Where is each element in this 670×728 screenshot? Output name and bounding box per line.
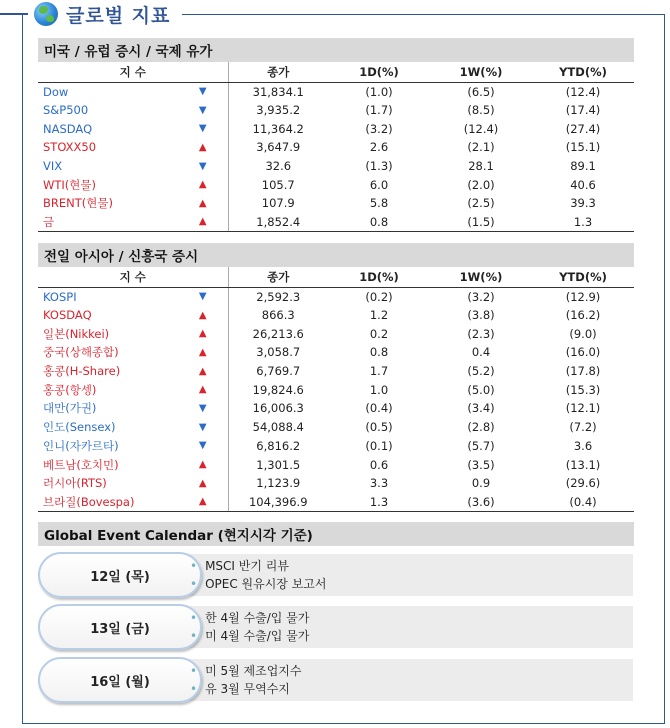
change-1d: 5.8 [369,196,389,211]
close-value: 1,852.4 [228,213,328,232]
change-ytd: (7.2) [569,420,597,435]
col-index: 지 수 [38,62,228,82]
table-row [38,380,634,399]
index-name: VIX [43,159,63,174]
close-value: 1,301.5 [228,455,328,474]
change-1w: (12.4) [463,121,499,136]
up-arrow-icon: ▲ [198,141,207,153]
close-value: 54,088.4 [228,418,328,437]
change-1d: 1.3 [328,493,430,512]
change-1d: (1.3) [365,159,393,174]
close-value: 31,834.1 [228,82,328,101]
close-value: 16,006.3 [228,399,328,418]
down-arrow-icon: ▼ [198,421,207,433]
close-value: 2,592.3 [228,287,328,306]
table-row [38,474,634,493]
close-value: 107.9 [228,194,328,213]
event-list [190,557,327,593]
table-row [38,343,634,362]
table-row [38,493,634,512]
change-ytd: (29.6) [565,476,601,491]
change-1w: (2.8) [467,420,495,435]
change-1d: 3.3 [369,476,389,491]
up-arrow-icon: ▲ [178,213,228,232]
event-item: • 미 4월 수출/입 물가 [190,629,310,643]
calendar-day [38,657,634,703]
calendar-day [38,552,634,598]
col-close: 종가 [228,62,328,82]
change-ytd: (0.4) [532,493,634,512]
change-1d: 6.0 [369,177,389,192]
section-heading-us-europe: 미국 / 유럽 증시 / 국제 유가 [38,38,634,62]
change-ytd: 39.3 [570,196,596,211]
table-row [38,399,634,418]
table-row [38,138,634,157]
change-1d: 1.7 [369,364,389,379]
table-row [38,101,634,120]
event-item: • 유 3월 무역수지 [190,682,290,696]
table-row [38,324,634,343]
change-1d: 1.2 [369,308,389,323]
change-1d: (3.2) [365,121,393,136]
table-row [38,418,634,437]
us-europe-table [38,62,634,232]
change-1w: (3.6) [430,493,532,512]
down-arrow-icon: ▼ [198,291,207,303]
change-1d: 1.0 [369,382,389,397]
change-ytd: (27.4) [565,121,601,136]
index-name: 인도(Sensex) [43,420,116,435]
up-arrow-icon: ▲ [198,179,207,191]
event-item: • OPEC 원유시장 보고서 [190,577,327,591]
col-1w: 1W(%) [430,267,532,287]
index-name: KOSDAQ [43,308,92,323]
index-name: STOXX50 [43,140,97,155]
index-name: 홍콩(H-Share) [43,364,121,379]
table-row [38,194,634,213]
change-ytd: (17.4) [565,103,601,118]
change-1d: (0.2) [365,289,393,304]
index-name: 러시아(RTS) [43,476,107,491]
close-value: 866.3 [228,306,328,325]
change-1w: (2.0) [467,177,495,192]
change-1d: 0.6 [369,457,389,472]
down-arrow-icon: ▼ [198,123,207,135]
down-arrow-icon: ▼ [198,86,207,98]
down-arrow-icon: ▼ [198,440,207,452]
change-1w: (5.2) [467,364,495,379]
change-1w: (3.4) [467,401,495,416]
change-1d: (0.4) [365,401,393,416]
change-1d: (0.5) [365,420,393,435]
change-1d: 0.8 [328,213,430,232]
index-name: 금 [38,213,178,232]
change-ytd: (9.0) [569,326,597,341]
up-arrow-icon: ▲ [198,197,207,209]
change-ytd: (16.2) [565,308,601,323]
change-1d: 0.2 [369,326,389,341]
bullet-icon: • [190,611,198,625]
index-name: BRENT(현물) [43,196,113,211]
date-pill: 16일 (월) [38,657,202,703]
up-arrow-icon: ▲ [198,328,207,340]
col-1w: 1W(%) [430,62,532,82]
index-name: S&P500 [43,103,89,118]
change-ytd: (12.1) [565,401,601,416]
bullet-icon: • [190,664,198,678]
table-row [38,306,634,325]
change-1w: (8.5) [467,103,495,118]
change-ytd: (13.1) [565,457,601,472]
asia-em-table [38,267,634,512]
change-ytd: 89.1 [570,159,596,174]
date-pill: 12일 (목) [38,552,202,598]
change-1d: 2.6 [369,140,389,155]
change-1d: (0.1) [365,438,393,453]
close-value: 11,364.2 [228,119,328,138]
index-name: 대만(가권) [43,401,97,416]
change-1w: 28.1 [468,159,494,174]
down-arrow-icon: ▼ [198,104,207,116]
change-1w: (3.5) [467,457,495,472]
change-1d: 0.8 [369,345,389,360]
close-value: 6,769.7 [228,362,328,381]
change-ytd: (12.9) [565,289,601,304]
close-value: 6,816.2 [228,437,328,456]
index-name: 인니(자카르타) [43,438,119,453]
table-row [38,157,634,176]
close-value: 19,824.6 [228,380,328,399]
bullet-icon: • [190,629,198,643]
index-name: 홍콩(항셍) [43,382,97,397]
section-heading-calendar: Global Event Calendar (현지시각 기준) [38,522,634,546]
change-1w: (2.3) [467,326,495,341]
close-value: 26,213.6 [228,324,328,343]
close-value: 105.7 [228,175,328,194]
table-row [38,362,634,381]
table-row [38,175,634,194]
col-ytd: YTD(%) [532,62,634,82]
up-arrow-icon: ▲ [198,477,207,489]
change-ytd: (15.1) [565,140,601,155]
table-row [38,287,634,306]
table-row [38,437,634,456]
event-item: • 한 4월 수출/입 물가 [190,611,310,625]
col-index: 지 수 [38,267,228,287]
index-name: 일본(Nikkei) [43,326,110,341]
globe-icon [34,2,58,26]
event-item: • 미 5월 제조업지수 [190,664,302,678]
index-name: 브라질(Bovespa) [38,493,178,512]
col-ytd: YTD(%) [532,267,634,287]
table-header-row [38,267,634,287]
index-name: 베트남(호치민) [43,457,119,472]
change-ytd: 1.3 [532,213,634,232]
index-name: KOSPI [43,289,77,304]
index-name: NASDAQ [43,121,93,136]
change-1w: (1.5) [430,213,532,232]
change-1w: (5.0) [467,382,495,397]
index-name: Dow [43,84,69,99]
close-value: 1,123.9 [228,474,328,493]
table-header-row [38,62,634,82]
close-value: 32.6 [228,157,328,176]
calendar-day [38,604,634,650]
change-ytd: (16.0) [565,345,601,360]
down-arrow-icon: ▼ [198,402,207,414]
bullet-icon: • [190,577,198,591]
bullet-icon: • [190,682,198,696]
up-arrow-icon: ▲ [198,365,207,377]
change-1w: (5.7) [467,438,495,453]
close-value: 3,058.7 [228,343,328,362]
change-ytd: (15.3) [565,382,601,397]
close-value: 104,396.9 [228,493,328,512]
up-arrow-icon: ▲ [198,309,207,321]
change-1w: (6.5) [467,84,495,99]
col-close: 종가 [228,267,328,287]
title-rule [0,13,28,15]
up-arrow-icon: ▲ [198,459,207,471]
table-row [38,119,634,138]
up-arrow-icon: ▲ [198,384,207,396]
table-row [38,455,634,474]
index-name: 중국(상해종합) [43,345,119,360]
col-1d: 1D(%) [328,267,430,287]
change-ytd: 3.6 [573,438,593,453]
event-list [190,662,302,698]
table-row [38,82,634,101]
section-heading-asia-em: 전일 아시아 / 신흥국 증시 [38,243,634,267]
change-1w: (2.5) [467,196,495,211]
page-header [28,0,182,28]
change-ytd: (12.4) [565,84,601,99]
change-1w: 0.4 [471,345,491,360]
col-1d: 1D(%) [328,62,430,82]
close-value: 3,647.9 [228,138,328,157]
bullet-icon: • [190,559,198,573]
up-arrow-icon: ▲ [178,493,228,512]
change-1d: (1.0) [365,84,393,99]
change-1w: (3.2) [467,289,495,304]
date-pill: 13일 (금) [38,604,202,650]
event-item: • MSCI 반기 리뷰 [190,559,289,573]
close-value: 3,935.2 [228,101,328,120]
index-name: WTI(현물) [43,177,96,192]
change-1w: 0.9 [471,476,491,491]
change-ytd: (17.8) [565,364,601,379]
down-arrow-icon: ▼ [198,160,207,172]
change-1w: (2.1) [467,140,495,155]
table-row [38,213,634,232]
up-arrow-icon: ▲ [198,346,207,358]
change-1w: (3.8) [467,308,495,323]
event-list [190,609,309,645]
change-ytd: 40.6 [570,177,596,192]
change-1d: (1.7) [365,103,393,118]
page-title: 글로벌 지표 [66,4,171,27]
